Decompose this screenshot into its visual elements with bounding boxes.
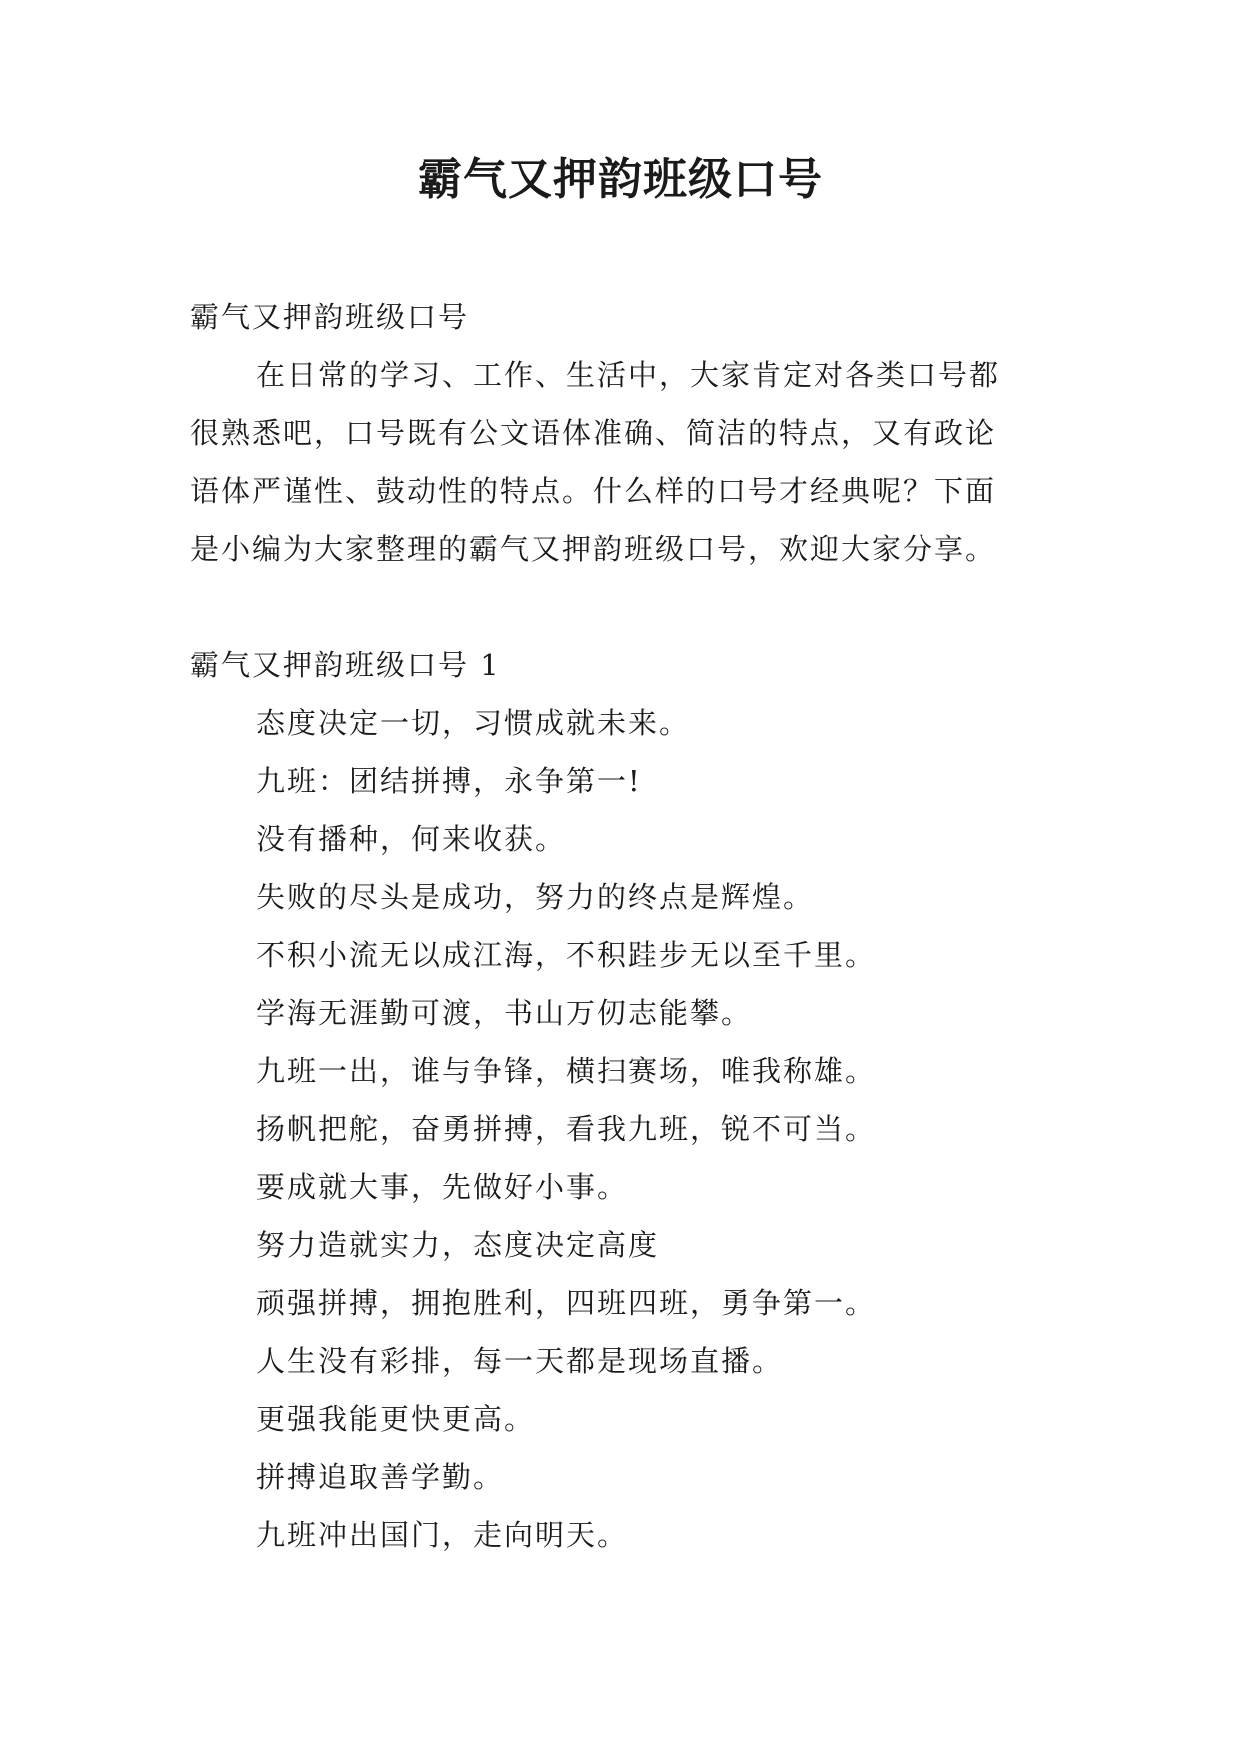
slogan-item: 失败的尽头是成功，努力的终点是辉煌。	[256, 880, 815, 914]
subtitle: 霸气又押韵班级口号	[190, 300, 470, 334]
slogan-item: 人生没有彩排，每一天都是现场直播。	[256, 1344, 784, 1378]
section-heading: 霸气又押韵班级口号 1	[190, 648, 501, 682]
slogan-item: 努力造就实力，态度决定高度	[256, 1228, 660, 1262]
slogan-item: 态度决定一切，习惯成就未来。	[256, 706, 691, 740]
intro-line: 在日常的学习、工作、生活中，大家肯定对各类口号都	[256, 358, 1001, 392]
slogan-item: 不积小流无以成江海，不积跬步无以至千里。	[256, 938, 877, 972]
intro-paragraph	[190, 346, 1070, 578]
slogan-item: 顽强拼搏，拥抱胜利，四班四班，勇争第一。	[256, 1286, 877, 1320]
slogan-list	[190, 694, 1070, 1564]
slogan-item: 九班一出，谁与争锋，横扫赛场，唯我称雄。	[256, 1054, 877, 1088]
intro-line: 很熟悉吧，口号既有公文语体准确、简洁的特点，又有政论	[190, 416, 997, 450]
slogan-item: 要成就大事，先做好小事。	[256, 1170, 629, 1204]
paragraph-gap	[190, 578, 1070, 636]
slogan-item: 九班：团结拼搏，永争第一!	[256, 764, 642, 798]
slogan-item: 更强我能更快更高。	[256, 1402, 536, 1436]
slogan-item: 没有播种，何来收获。	[256, 822, 567, 856]
intro-line: 是小编为大家整理的霸气又押韵班级口号，欢迎大家分享。	[190, 532, 997, 566]
slogan-item: 九班冲出国门，走向明天。	[256, 1518, 629, 1552]
slogan-item: 拼搏追取善学勤。	[256, 1460, 505, 1494]
document-title: 霸气又押韵班级口号	[418, 154, 823, 205]
intro-line: 语体严谨性、鼓动性的特点。什么样的口号才经典呢？下面	[190, 474, 997, 508]
document-body	[190, 288, 1070, 1564]
slogan-item: 学海无涯勤可渡，书山万仞志能攀。	[256, 996, 753, 1030]
slogan-item: 扬帆把舵，奋勇拼搏，看我九班，锐不可当。	[256, 1112, 877, 1146]
